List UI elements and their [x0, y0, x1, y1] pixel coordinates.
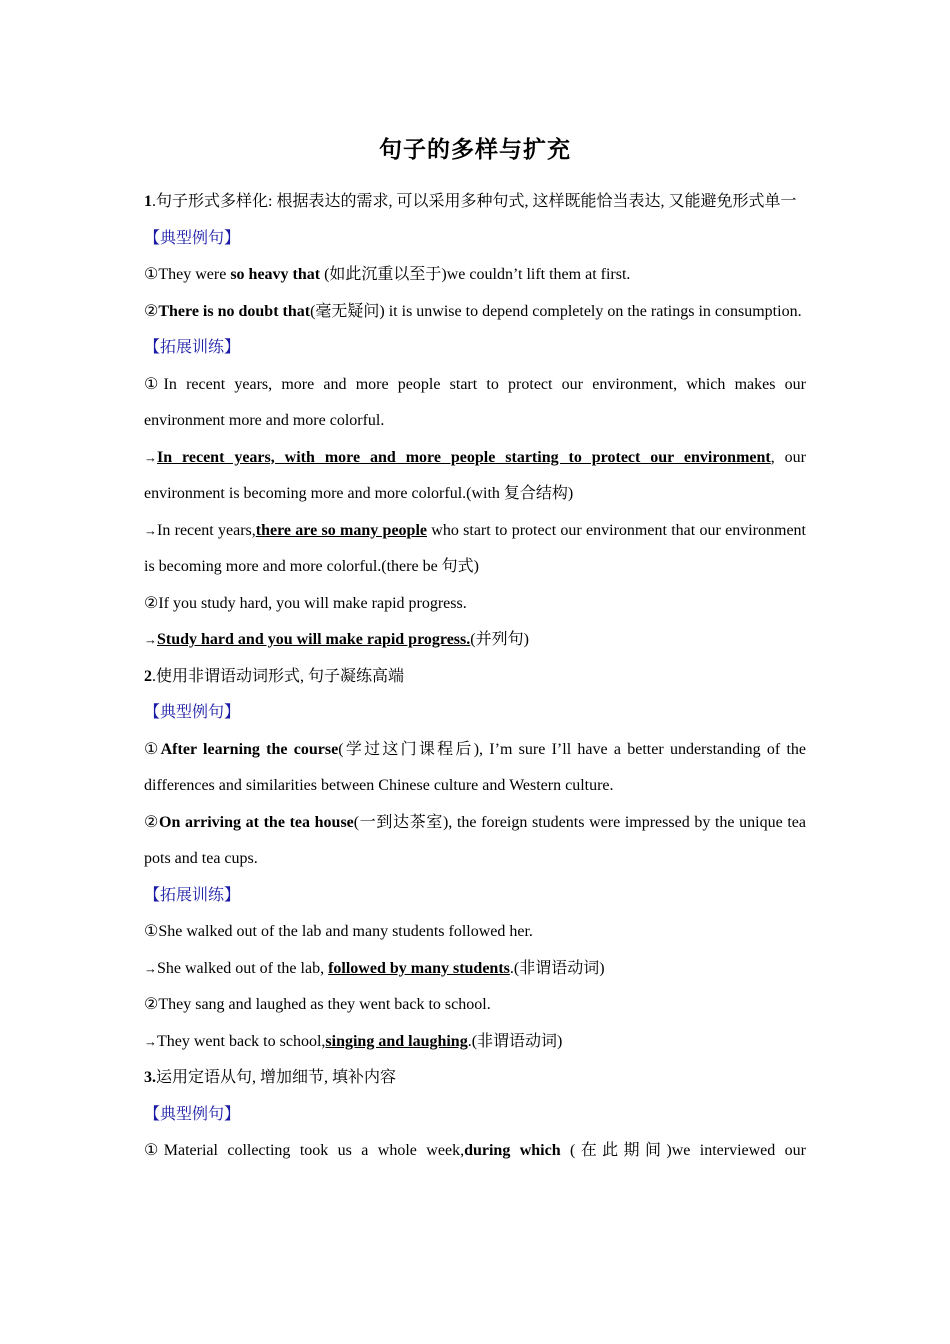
example-sentence	[144, 257, 806, 294]
rewritten-sentence	[144, 513, 806, 586]
example-text: ①	[144, 740, 161, 758]
answer-phrase: Study hard and you will make rapid progress.	[157, 631, 471, 648]
key-phrase: On arriving at the tea house	[159, 813, 354, 831]
sentence-text: .(非谓语动词)	[467, 1032, 563, 1050]
section-number: 2	[144, 667, 152, 685]
training-sentence: ①In recent years, more and more people start to protect our environment, which makes our environment more and more colorful.	[144, 375, 806, 429]
rewritten-sentence	[144, 440, 806, 513]
arrow-icon: →	[144, 522, 157, 538]
example-sentence	[144, 1133, 806, 1170]
key-phrase: during which	[464, 1142, 561, 1159]
page-title: 句子的多样与扩充	[379, 137, 571, 163]
answer-phrase: In recent years, with more and more people starting to protect our environment	[157, 448, 771, 466]
training-sentence: ②They sang and laughed as they went back to school.	[144, 996, 491, 1013]
rewritten-sentence	[144, 951, 806, 988]
rewritten-sentence	[144, 622, 806, 659]
document-body	[144, 184, 806, 1170]
training-tag: 【拓展训练】	[144, 339, 241, 356]
section-number: 1	[144, 193, 152, 210]
sentence-text: In recent years,	[157, 521, 256, 539]
section-2-heading	[144, 659, 806, 696]
sentence-text: .(非谓语动词)	[509, 959, 605, 977]
example-text: (如此沉重以至于)we couldn’t lift them at first.	[320, 266, 631, 283]
sentence-text: She walked out of the lab,	[157, 959, 329, 977]
example-text: (在此期间)we interviewed our	[560, 1142, 807, 1159]
example-sentence	[144, 805, 806, 878]
training-sentence: ②If you study hard, you will make rapid progress.	[144, 594, 467, 612]
example-text: ①Material collecting took us a whole week,	[144, 1142, 465, 1159]
sentence-text: (并列句)	[470, 631, 529, 648]
answer-phrase: there are so many people	[255, 521, 427, 539]
example-sentence	[144, 732, 806, 805]
key-phrase: so heavy that	[230, 266, 321, 283]
arrow-icon: →	[144, 449, 157, 465]
example-text: ②	[144, 813, 159, 831]
sentence-text: They went back to school,	[157, 1032, 326, 1050]
key-phrase: After learning the course	[160, 740, 339, 758]
arrow-icon: →	[144, 1033, 157, 1049]
example-text: (一到达茶室), the foreign students were impressed by the unique tea pots and tea cups.	[144, 813, 807, 867]
example-text: ②	[144, 302, 159, 320]
typical-examples-tag: 【典型例句】	[144, 704, 241, 721]
typical-examples-tag: 【典型例句】	[144, 1105, 241, 1123]
training-tag: 【拓展训练】	[144, 886, 241, 904]
rewritten-sentence	[144, 1024, 806, 1061]
sentence-text: , our environment is becoming more and more colorful.(with 复合结构)	[144, 448, 807, 502]
example-text: (学过这门课程后), I’m sure I’ll have a better understanding of the differences and similarities between Chinese culture and Western culture.	[144, 740, 807, 794]
section-heading-text: .句子形式多样化: 根据表达的需求, 可以采用多种句式, 这样既能恰当表达, 又能避免形式单一	[152, 193, 797, 210]
training-sentence: ①She walked out of the lab and many students followed her.	[144, 923, 533, 940]
answer-phrase: followed by many students	[328, 959, 510, 977]
example-text: ①They were	[144, 266, 231, 283]
section-heading-text: .使用非谓语动词形式, 句子凝练高端	[152, 667, 405, 685]
example-text: (毫无疑问) it is unwise to depend completely on the ratings in consumption.	[310, 302, 802, 320]
arrow-icon: →	[144, 960, 157, 976]
sentence-text: who start to protect our environment that our environment is becoming more and more colorful.(there be 句式)	[144, 521, 806, 575]
key-phrase: There is no doubt that	[158, 302, 311, 320]
answer-phrase: singing and laughing	[325, 1032, 468, 1050]
section-number: 3.	[144, 1069, 156, 1086]
arrow-icon: →	[144, 632, 157, 647]
typical-examples-tag: 【典型例句】	[144, 229, 241, 247]
section-heading-text: 运用定语从句, 增加细节, 填补内容	[156, 1069, 397, 1086]
example-sentence	[144, 294, 806, 331]
section-3-heading	[144, 1060, 806, 1097]
section-1-heading	[144, 184, 806, 221]
